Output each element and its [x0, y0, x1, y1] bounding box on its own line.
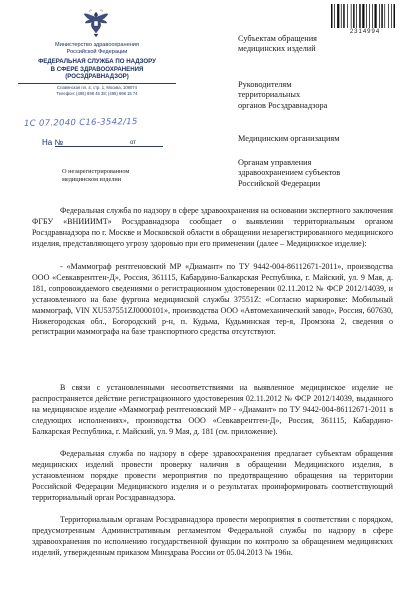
ministry-name: Министерство здравоохранения Российской Федерации: [55, 42, 139, 55]
barcode: [330, 4, 398, 28]
registration-number: 1С 07.2040 С16-3542/15: [23, 117, 138, 129]
letter-subject: О незарегистрированном медицинском изделии: [62, 168, 130, 183]
recipient-health-authorities: Органам управления здравоохранением субъектов Российской Федерации: [238, 158, 341, 188]
reference-date-label: от: [130, 140, 136, 146]
service-name: ФЕДЕРАЛЬНАЯ СЛУЖБА ПО НАДЗОРУ В СФЕРЕ ЗДРАВООХРАНЕНИЯ (РОСЗДРАВНАДЗОР): [38, 58, 156, 80]
double-headed-eagle-emblem-icon: [82, 8, 110, 38]
service-address: Славянская пл. 4, стр. 1, Москва, 109074 Телефон: (495) 698 45 38; (495) 698 15 74: [56, 85, 138, 96]
body-paragraph-4: Федеральная служба по надзору в сфере здравоохранения предлагает субъектам обращения медицинских изделий провести проверку наличия в обращении Медицинского изделия, в установленном порядке провести мероприятия по предотвращению обращения на территории Российской Федерации Медицинского изделия и о результатах проинформировать соответствующий территориальный орган Росздравнадзора.: [32, 449, 393, 502]
recipient-territorial-heads: Руководителям территориальных органов Росздравнадзора: [238, 80, 328, 110]
body-paragraph-1: Федеральная служба по надзору в сфере здравоохранения на основании экспертного заключения ФГБУ «ВНИИИМТ» Росздравнадзора сообщает о выявлении территориальным органом Росздравнадзора по г. Москве и Московской области в обращении незарегистрированного медицинского изделия, представляющего угрозу здоровью при его применении (далее – Медицинское изделие):: [32, 206, 393, 248]
recipient-subjects-of-circulation: Субъектам обращения медицинских изделий: [238, 34, 317, 54]
barcode-number: 2314994: [349, 29, 381, 35]
letterhead-divider: [18, 83, 176, 84]
body-paragraph-2: - «Маммограф рентгеновский МР «Диамант» по ТУ 9442-004-86112671-2011», производства ООО «Севкаврентген-Д», Россия, 361115, Кабардино-Балкарская Республика, г. Майский, ул. 9 Мая, д. 181, сопровождаемого сведениями о регистрационном удостоверении 02.11.2012 № ФСР 2012/14039, и установленного на базе фургона медицинской службы 37551Z: «Согласно маркировке: Мобильный маммограф, VIN XU537551ZJ0000101», производства ООО «Автомеханический завод», Россия, 607630, Нижегородская обл., Богородский р-н, п. Кудьма, Кудьминская тер-я, Промзона 2, сведения о регистрации маммографа на базе транспортного средства отсутствуют.: [32, 262, 393, 337]
body-paragraph-3: В связи с установленными несоответствиями на выявленное медицинское изделие не распространяется действие регистрационного удостоверения 02.11.2012 № ФСР 2012/14039, выданного на медицинское изделие «Маммограф рентгеновский МР - «Диамант» по ТУ 9442-004-86112671-2011 в следующих исполнениях», производства ООО «Севкаврентген-Д», Россия, 361115, Кабардино-Балкарская Республика, г. Майский, ул. 9 Мая, д. 181 (см. приложение).: [32, 383, 393, 436]
reference-number-line: [55, 146, 163, 147]
body-paragraph-5: Территориальным органам Росздравнадзора провести мероприятия в соответствии с порядком, предусмотренным Административным регламентом Федеральной службы по надзору в сфере здравоохранения по исполнению государственной функции по контролю за обращением медицинских изделий, утвержденным приказом Минздрава России от 05.04.2013 № 196н.: [32, 515, 393, 557]
recipient-medical-organizations: Медицинским организациям: [238, 134, 340, 143]
reference-number-label: На №: [42, 138, 64, 147]
